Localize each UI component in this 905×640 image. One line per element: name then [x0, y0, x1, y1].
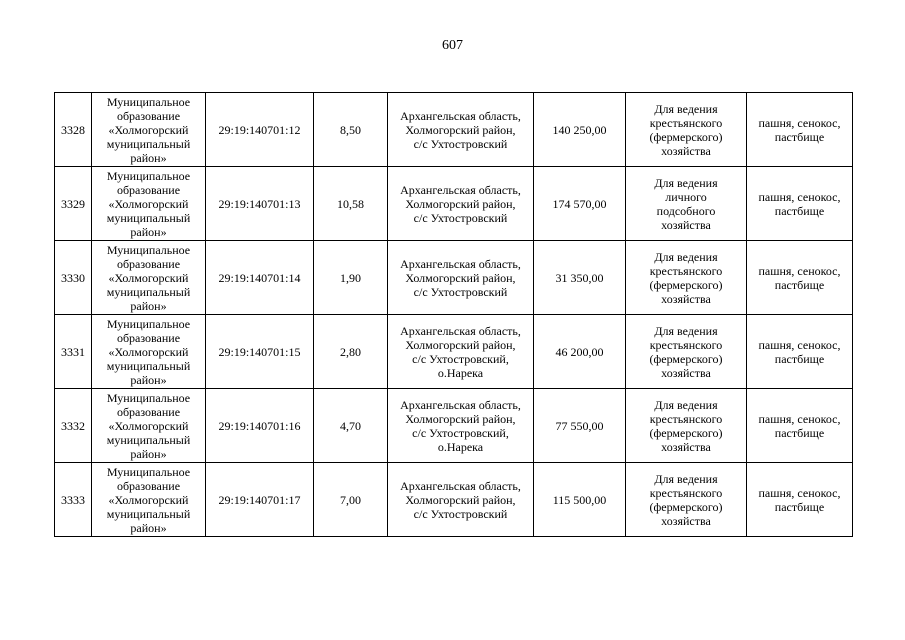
- permitted-use-cell: Для ведения крестьянского (фермерского) хозяйства: [626, 315, 747, 389]
- owner-cell: Муниципальное образование «Холмогорский муниципальный район»: [92, 93, 206, 167]
- table-row: [55, 167, 853, 241]
- cadastral-value-cell: 140 250,00: [534, 93, 626, 167]
- cadastral-number-cell: 29:19:140701:14: [206, 241, 314, 315]
- permitted-use-cell: Для ведения крестьянского (фермерского) хозяйства: [626, 241, 747, 315]
- location-cell: Архангельская область, Холмогорский район, с/с Ухтостровский, о.Нарека: [388, 315, 534, 389]
- owner-cell: Муниципальное образование «Холмогорский муниципальный район»: [92, 463, 206, 537]
- table-row: [55, 463, 853, 537]
- area-cell: 1,90: [314, 241, 388, 315]
- land-type-cell: пашня, сенокос, пастбище: [747, 389, 853, 463]
- row-number: 3333: [55, 463, 92, 537]
- row-number: 3329: [55, 167, 92, 241]
- permitted-use-cell: Для ведения личного подсобного хозяйства: [626, 167, 747, 241]
- owner-cell: Муниципальное образование «Холмогорский муниципальный район»: [92, 167, 206, 241]
- permitted-use-cell: Для ведения крестьянского (фермерского) хозяйства: [626, 389, 747, 463]
- area-cell: 2,80: [314, 315, 388, 389]
- cadastral-number-cell: 29:19:140701:16: [206, 389, 314, 463]
- table-row: [55, 389, 853, 463]
- area-cell: 10,58: [314, 167, 388, 241]
- table-row: [55, 93, 853, 167]
- row-number: 3332: [55, 389, 92, 463]
- land-type-cell: пашня, сенокос, пастбище: [747, 241, 853, 315]
- cadastral-number-cell: 29:19:140701:12: [206, 93, 314, 167]
- land-type-cell: пашня, сенокос, пастбище: [747, 463, 853, 537]
- land-type-cell: пашня, сенокос, пастбище: [747, 167, 853, 241]
- cadastral-value-cell: 174 570,00: [534, 167, 626, 241]
- cadastral-value-cell: 31 350,00: [534, 241, 626, 315]
- land-registry-table: [54, 92, 853, 537]
- location-cell: Архангельская область, Холмогорский район, с/с Ухтостровский: [388, 241, 534, 315]
- permitted-use-cell: Для ведения крестьянского (фермерского) хозяйства: [626, 463, 747, 537]
- location-cell: Архангельская область, Холмогорский район, с/с Ухтостровский: [388, 167, 534, 241]
- owner-cell: Муниципальное образование «Холмогорский муниципальный район»: [92, 241, 206, 315]
- location-cell: Архангельская область, Холмогорский район, с/с Ухтостровский, о.Нарека: [388, 389, 534, 463]
- cadastral-number-cell: 29:19:140701:15: [206, 315, 314, 389]
- cadastral-number-cell: 29:19:140701:17: [206, 463, 314, 537]
- permitted-use-cell: Для ведения крестьянского (фермерского) хозяйства: [626, 93, 747, 167]
- location-cell: Архангельская область, Холмогорский район, с/с Ухтостровский: [388, 463, 534, 537]
- land-type-cell: пашня, сенокос, пастбище: [747, 315, 853, 389]
- area-cell: 4,70: [314, 389, 388, 463]
- cadastral-value-cell: 46 200,00: [534, 315, 626, 389]
- area-cell: 7,00: [314, 463, 388, 537]
- cadastral-value-cell: 77 550,00: [534, 389, 626, 463]
- land-type-cell: пашня, сенокос, пастбище: [747, 93, 853, 167]
- owner-cell: Муниципальное образование «Холмогорский муниципальный район»: [92, 389, 206, 463]
- page-number: 607: [442, 38, 463, 53]
- area-cell: 8,50: [314, 93, 388, 167]
- table-row: [55, 315, 853, 389]
- row-number: 3330: [55, 241, 92, 315]
- owner-cell: Муниципальное образование «Холмогорский муниципальный район»: [92, 315, 206, 389]
- cadastral-number-cell: 29:19:140701:13: [206, 167, 314, 241]
- cadastral-value-cell: 115 500,00: [534, 463, 626, 537]
- row-number: 3328: [55, 93, 92, 167]
- row-number: 3331: [55, 315, 92, 389]
- location-cell: Архангельская область, Холмогорский район, с/с Ухтостровский: [388, 93, 534, 167]
- table-row: [55, 241, 853, 315]
